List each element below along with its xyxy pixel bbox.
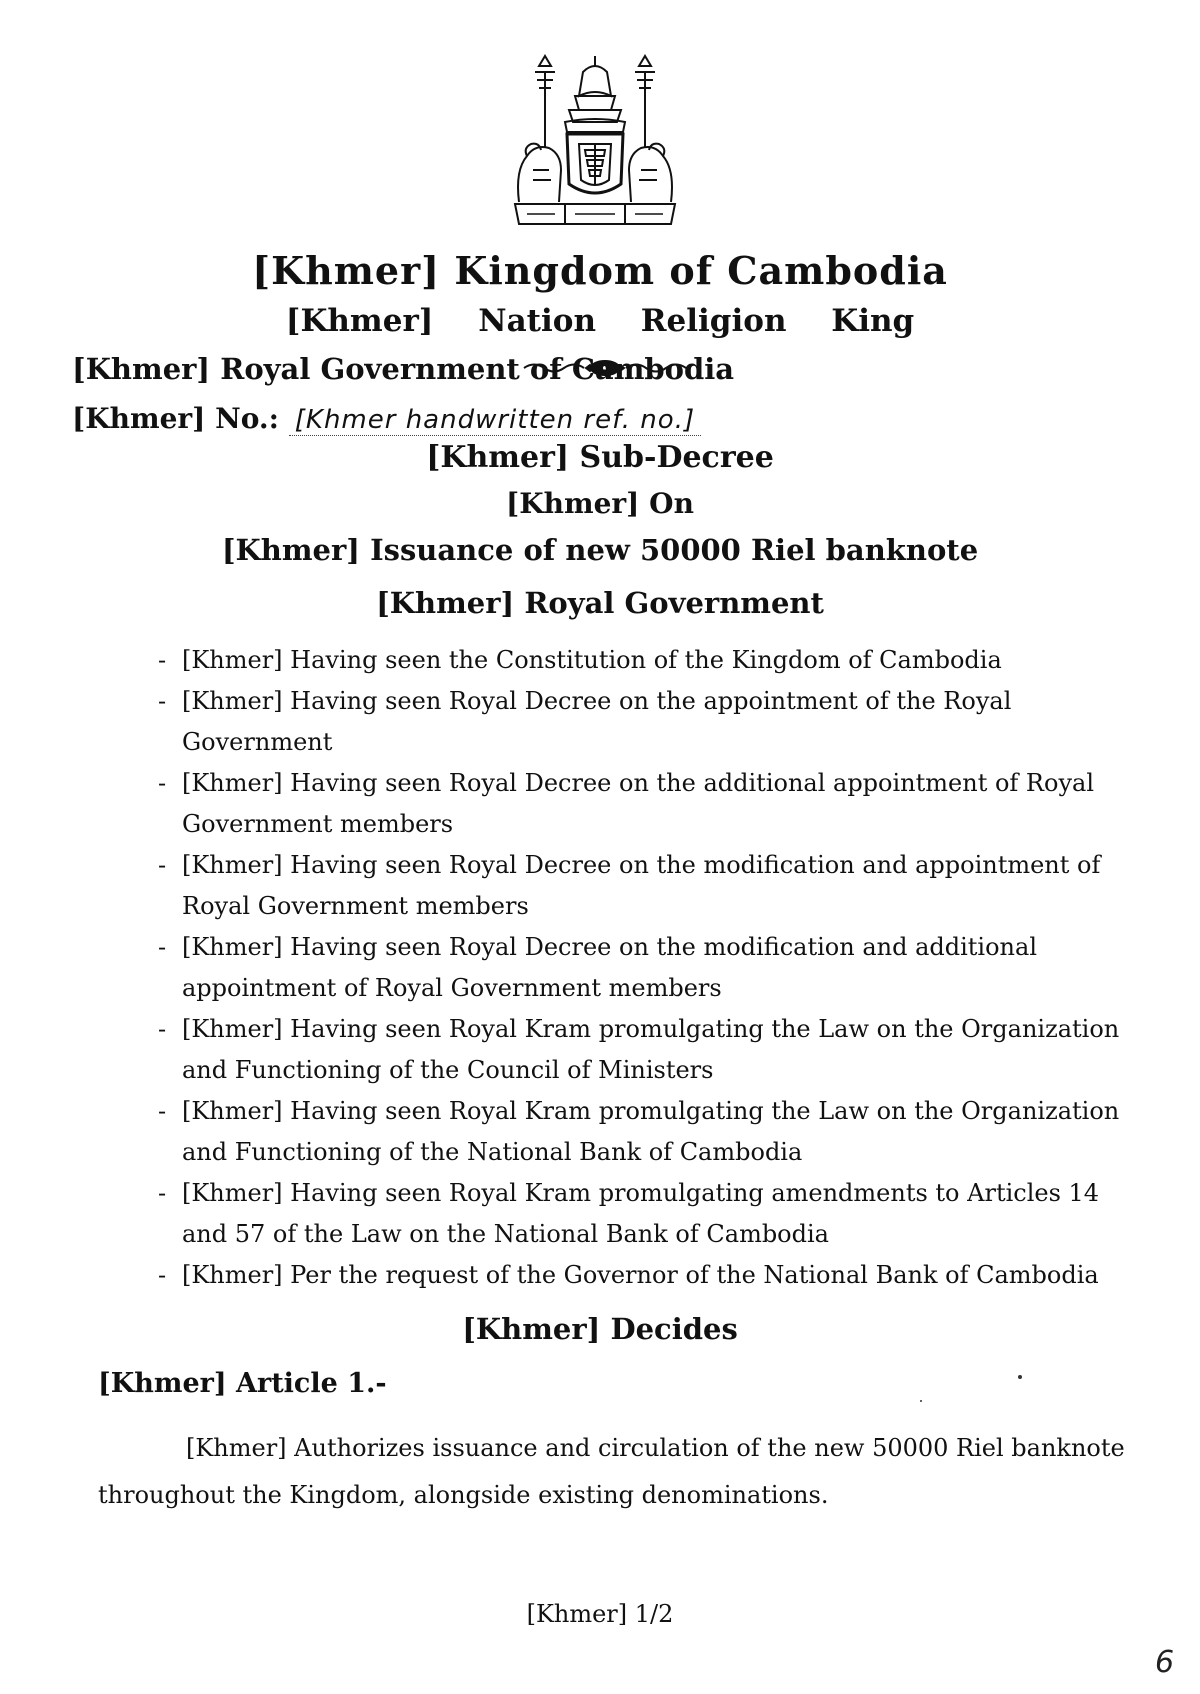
- preamble-item: - [Khmer] Having seen Royal Decree on the modification and additional appointment of Royal Government members: [158, 927, 1130, 1009]
- issuing-authority: [Khmer] Royal Government of Cambodia: [72, 352, 735, 386]
- reference-number: [Khmer handwritten ref. no.]: [289, 405, 701, 436]
- national-motto: [Khmer] Nation Religion King: [285, 303, 915, 339]
- page-number: [Khmer] 1/2: [526, 1600, 674, 1628]
- preamble-item: - [Khmer] Having seen Royal Decree on the additional appointment of Royal Government members: [158, 763, 1130, 845]
- document-subject: [Khmer] Issuance of new 50000 Riel banknote: [221, 533, 979, 567]
- document-type: [Khmer] Sub-Decree: [426, 440, 774, 475]
- scan-speck: [920, 1400, 922, 1402]
- preamble-item: - [Khmer] Having seen Royal Kram promulgating the Law on the Organization and Functioning of the National Bank of Cambodia: [158, 1091, 1130, 1173]
- preamble-item: - [Khmer] Having seen Royal Kram promulgating the Law on the Organization and Functioning of the Council of Ministers: [158, 1009, 1130, 1091]
- preamble-item: - [Khmer] Per the request of the Governor of the National Bank of Cambodia: [158, 1255, 1130, 1296]
- royal-emblem-icon: [505, 52, 685, 227]
- preamble-list: [158, 640, 1130, 1296]
- preamble-item: - [Khmer] Having seen Royal Kram promulgating amendments to Articles 14 and 57 of the Law on the National Bank of Cambodia: [158, 1173, 1130, 1255]
- handwritten-margin-mark: 6: [1155, 1645, 1175, 1680]
- scan-speck: [1018, 1375, 1022, 1379]
- decision-heading: [Khmer] Decides: [462, 1312, 738, 1346]
- reference-line: [72, 402, 701, 435]
- authority-heading: [Khmer] Royal Government: [376, 586, 824, 620]
- preamble-item: - [Khmer] Having seen Royal Decree on the modification and appointment of Royal Government members: [158, 845, 1130, 927]
- title-on: [Khmer] On: [506, 487, 694, 520]
- article-1-body: [Khmer] Authorizes issuance and circulation of the new 50000 Riel banknote throughout the Kingdom, alongside existing denominations.: [98, 1434, 1125, 1509]
- preamble-item: - [Khmer] Having seen Royal Decree on the appointment of the Royal Government: [158, 681, 1130, 763]
- kingdom-title: [Khmer] Kingdom of Cambodia: [252, 248, 948, 293]
- article-1-heading: [Khmer] Article 1.-: [98, 1368, 387, 1399]
- reference-label: [Khmer] No.:: [72, 402, 279, 435]
- preamble-item: - [Khmer] Having seen the Constitution of the Kingdom of Cambodia: [158, 640, 1130, 681]
